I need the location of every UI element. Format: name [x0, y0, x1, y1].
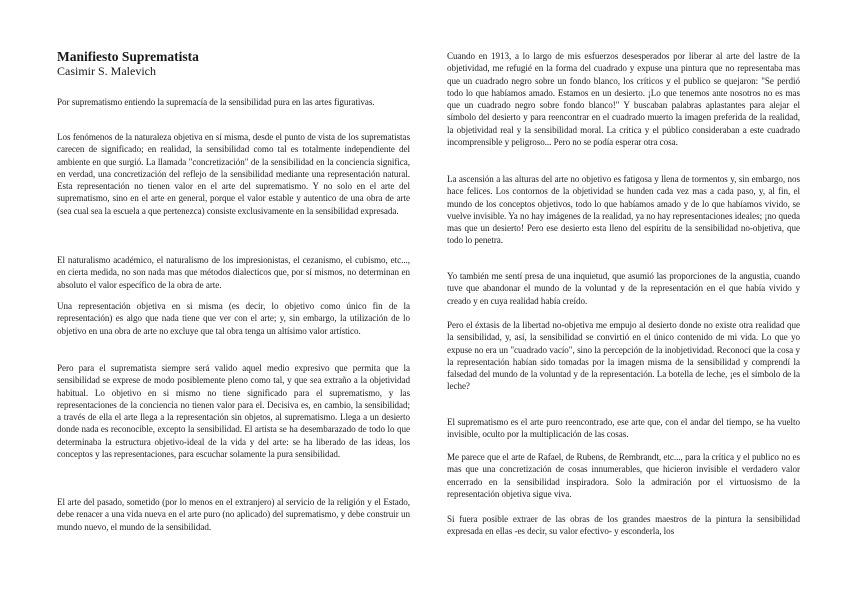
paragraph: Pero para el suprematista siempre será valido aquel medio expresivo que permita que la sensibilidad se exprese de modo posiblemente pleno como tal, y que sea extraño a la objetividad habitual. Lo objetivo en si mismo no tiene significado para el suprematismo, y las representaciones de la conciencia no tienen valor para el. Decisiva es, en cambio, la sensibilidad; a través de ella el arte llega a la representación sin objetos, al suprematismo. Llega a un desierto donde nada es reconocible, excepto la sensibilidad. El artista se ha desembarazado de todo lo que determinaba la estructura objetivo-ideal de la vida y del arte: se ha liberado de las ideas, los conceptos y las representaciones, para escuchar solamente la pura sensibilidad. — [57, 363, 410, 459]
paragraph: El naturalismo académico, el naturalismo de los impresionistas, el cezanismo, el cubismo, etc..., en cierta medida, no son nada mas que métodos dialecticos que, por sí mismos, no determinan en absoluto el valor específico de la obra de arte. — [57, 255, 410, 290]
paragraph: Si fuera posible extraer de las obras de los grandes maestros de la pintura la sensibilidad expresada en ellas -es decir, su valor efectivo- y esconderla, los — [447, 514, 800, 537]
paragraph: La ascensión a las alturas del arte no objetivo es fatigosa y llena de tormentos y, sin embargo, nos hace felices. Los contornos de la objetividad se hunden cada vez mas a cada paso, y, al fin, el mundo de los conceptos objetivos, todo lo que habíamos amado y de lo que habíamos vivido, se vuelve invisible. Ya no hay imágenes de la realidad, ya no hay representaciones ideales; ¡no queda mas que un desierto! Pero ese desierto esta lleno del espíritu de la sensibilidad no-objetiva, que todo lo penetra. — [447, 174, 800, 246]
paragraph: Yo también me sentí presa de una inquietud, que asumió las proporciones de la angustia, cuando tuve que abandonar el mundo de la voluntad y de la representación en el que había vivido y creado y en cuya realidad había creído. — [447, 271, 800, 306]
paragraph: Una representación objetiva en si misma (es decir, lo objetivo como único fin de la representación) es algo que nada tiene que ver con el arte; y, sin embargo, la utilización de lo objetivo en una obra de arte no excluye que tal obra tenga un altísimo valor artístico. — [57, 301, 410, 336]
paragraph: Pero el éxtasis de la libertad no-objetiva me empujo al desierto donde no existe otra realidad que la sensibilidad, y, así, la sensibilidad se convirtió en el único contenido de mi vida. Lo que yo expuse no era un "cuadrado vacío", sino la percepción de la inobjetividad. Reconocí que la cosa y la representación habían sido tomadas por la imagen misma de la sensibilidad y comprendí la falsedad del mundo de la voluntad y de la representación. La botella de leche, ¡es el símbolo de la leche? — [447, 320, 800, 392]
document-author: Casimir S. Malevich — [57, 64, 156, 78]
paragraph: Por suprematismo entiendo la supremacía de la sensibilidad pura en las artes figurativas. — [57, 97, 375, 107]
paragraph: El arte del pasado, sometido (por lo menos en el extranjero) al servicio de la religión y el Estado, debe renacer a una vida nueva en el arte puro (no aplicado) del suprematismo, y debe construir un mundo nuevo, el mundo de la sensibilidad. — [57, 497, 410, 532]
paragraph: Me parece que el arte de Rafael, de Rubens, de Rembrandt, etc..., para la crítica y el publico no es mas que una concretización de cosas innumerables, que hicieron invisible el verdadero valor encerrado en la sensibilidad inspiradora. Solo la admiración por el virtuosismo de la representación objetiva sigue viva. — [447, 452, 800, 499]
paragraph: Los fenómenos de la naturaleza objetiva en sí misma, desde el punto de vista de los suprematistas carecen de significado; en realidad, la sensibilidad como tal es totalmente independiente del ambiente en que surgió. La llamada "concretización" de la sensibilidad en la conciencia significa, en verdad, una concretización del reflejo de la sensibilidad mediante una representación natural. Esta representación no tienen valor en el arte del suprematismo. Y no solo en el arte del suprematismo, sino en el arte en general, porque el valor estable y autentico de una obra de arte (sea cual sea la escuela a que pertenezca) consiste exclusivamente en la sensibilidad expresada. — [57, 132, 410, 216]
paragraph: El suprematismo es el arte puro reencontrado, ese arte que, con el andar del tiempo, se ha vuelto invisible, oculto por la multiplicación de las cosas. — [447, 417, 800, 440]
paragraph: Cuando en 1913, a lo largo de mis esfuerzos desesperados por liberar al arte del lastre de la objetividad, me refugié en la forma del cuadrado y expuse una pintura que no representaba mas que un cuadrado negro sobre un fondo blanco, los críticos y el publico se quejaron: "Se perdió todo lo que habíamos amado. Estamos en un desierto. ¡Lo que tenemos ante nosotros no es mas que un cuadrado negro sobre fondo blanco!" Y buscaban palabras aplastantes para alejar el símbolo del desierto y para reencontrar en el cuadrado muerto la imagen preferida de la realidad, la objetividad real y la sensibilidad moral. La crítica y el público consideraban a este cuadrado incomprensible y peligroso... Pero no se podía esperar otra cosa. — [447, 51, 800, 147]
document-title: Manifiesto Suprematista — [57, 49, 199, 64]
